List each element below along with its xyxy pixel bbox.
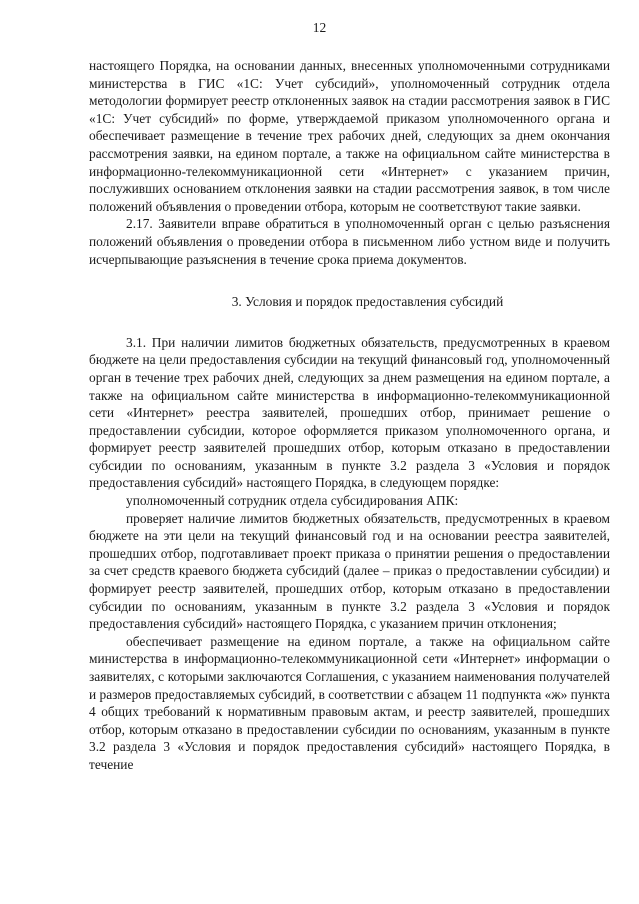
page-content (89, 57, 610, 774)
paragraph-checks-limits: проверяет наличие лимитов бюджетных обязательств, предусмотренных в краевом бюджете на эти цели на текущий финансовый год и на основании реестра заявителей, прошедших отбор, подготавливает проект приказа о принятии решения о предоставлении за счет средств краевого бюджета субсидий (далее – приказ о предоставлении субсидии) и формирует реестр заявителей, прошедших отбор, которым отказано в предоставлении субсидии по основаниям, указанным в пункте 3.2 раздела 3 «Условия и порядок предоставления субсидий» настоящего Порядка, с указанием причин отклонения; (89, 510, 610, 632)
paragraph-3-1: 3.1. При наличии лимитов бюджетных обязательств, предусмотренных в краевом бюджете на цели предоставления субсидии на текущий финансовый год, уполномоченный орган в течение трех рабочих дней, следующих за днем размещения на едином портале, а также на официальном сайте министерства в информационно-телекоммуникационной сети «Интернет» реестра заявителей, прошедших отбор, принимает решение о предоставлении субсидии, которое оформляется приказом уполномоченного органа, и формирует реестр заявителей прошедших отбор, которым отказано в предоставлении субсидии по основаниям, указанным в пункте 3.2 раздела 3 «Условия и порядок предоставления субсидий» настоящего Порядка, в следующем порядке: (89, 334, 610, 491)
paragraph-continuation: настоящего Порядка, на основании данных, внесенных уполномоченными сотрудниками министерства в ГИС «1С: Учет субсидий», уполномоченный сотрудник отдела методологии формирует реестр отклоненных заявок на стадии рассмотрения заявок в ГИС «1С: Учет субсидий» по форме, утверждаемой приказом уполномоченного органа и обеспечивает размещение в течение трех рабочих дней, следующих за днем окончания рассмотрения заявки, на едином портале, а также на официальном сайте министерства в информационно-телекоммуникационной сети «Интернет» с указанием причин, послуживших основанием отклонения заявки на стадии рассмотрения заявок, в том числе положений объявления о проведении отбора, которым не соответствуют такие заявки. (89, 58, 610, 214)
paragraph-2-17: 2.17. Заявители вправе обратиться в уполномоченный орган с целью разъяснения положений объявления о проведении отбора в письменном либо устном виде и получить исчерпывающие разъяснения в течение срока приема документов. (89, 216, 610, 267)
page-number: 12 (312, 20, 327, 35)
paragraph-responsible-officer: уполномоченный сотрудник отдела субсидирования АПК: (126, 493, 459, 509)
section-heading: 3. Условия и порядок предоставления субсидий (231, 294, 504, 310)
paragraph-publication: обеспечивает размещение на едином портале, а также на официальном сайте министерства в информационно-телекоммуникационной сети «Интернет» информации о заявителях, с которыми заключаются Соглашения, с указанием наименования получателей и размеров предоставляемых субсидий, в соответствии с абзацем 11 подпункта «ж» пункта 4 общих требований к нормативным правовым актам, и реестр заявителей, прошедших отбор, которым отказано в предоставлении субсидии по основаниям, указанным в пункте 3.2 раздела 3 «Условия и порядок предоставления субсидий» настоящего Порядка, в течение (89, 633, 610, 772)
